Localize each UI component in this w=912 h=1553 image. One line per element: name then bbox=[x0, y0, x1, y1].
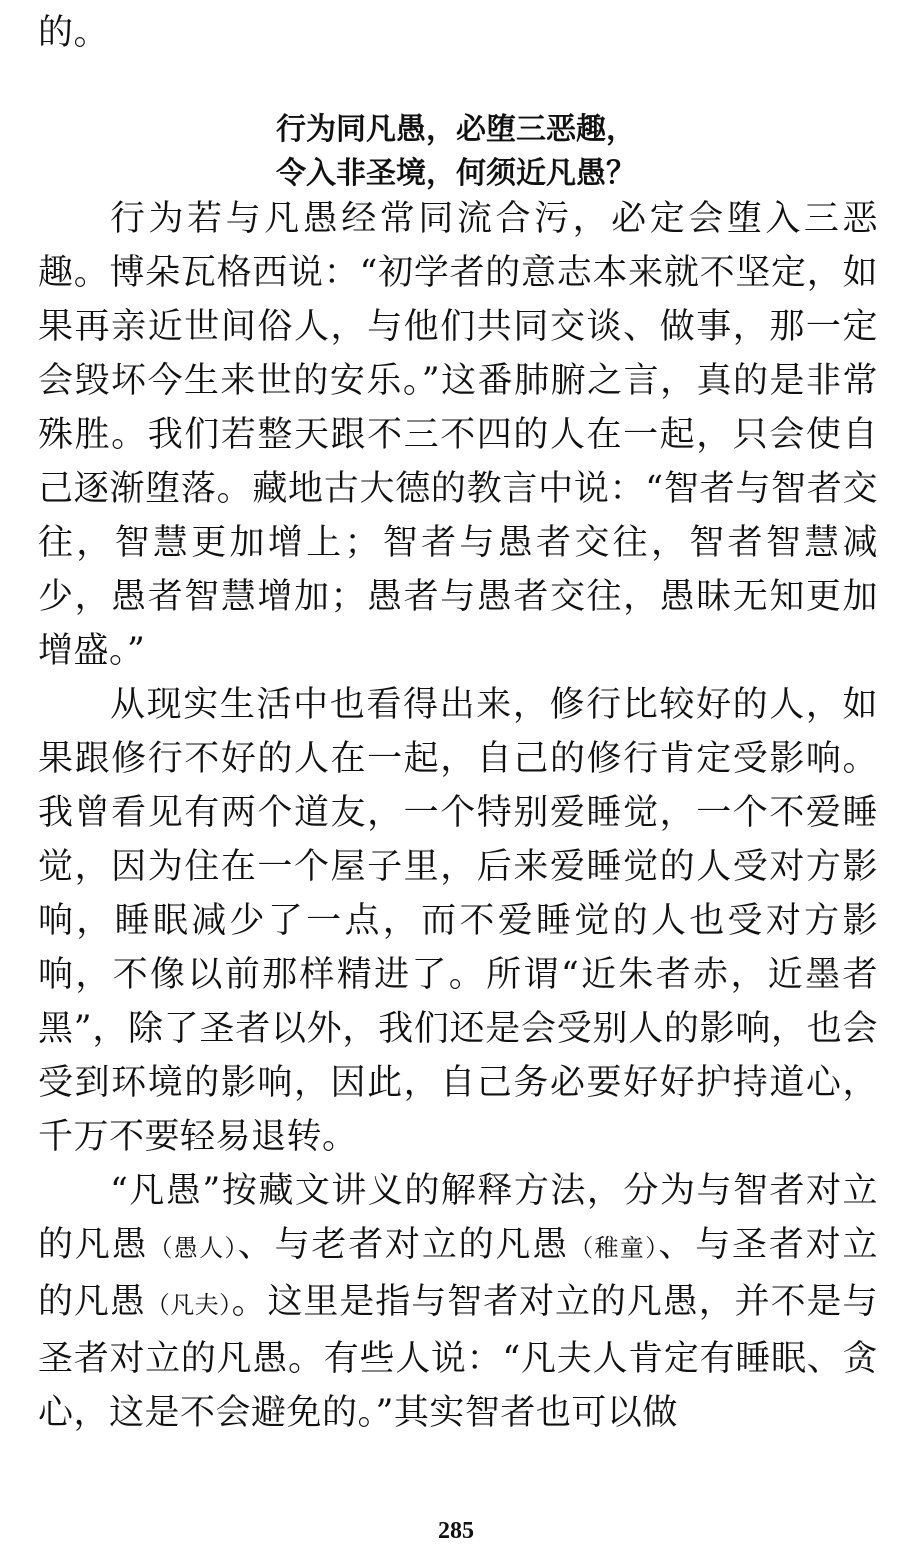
top-fragment: 的。 bbox=[38, 13, 110, 53]
verse-heading-line-1: 行为同凡愚，必堕三恶趣， bbox=[276, 112, 636, 147]
paragraph-part-1: “凡愚”按藏文讲义的解释方法，分为与智者对立的凡愚 bbox=[38, 1171, 878, 1265]
paragraph-part-3: 、与圣者对立的凡愚 bbox=[38, 1225, 878, 1322]
annotation-ordinary-being: （凡夫） bbox=[145, 1291, 232, 1319]
main-text bbox=[38, 192, 878, 1440]
paragraph-part-2: 、与老者对立的凡愚 bbox=[237, 1225, 570, 1265]
paragraph-commentary: 行为若与凡愚经常同流合污，必定会堕入三恶趣。博朵瓦格西说：“初学者的意志本来就不坚定，如果再亲近世间俗人，与他们共同交谈、做事，那一定会毁坏今生来世的安乐。”这番肺腑之言，真的是非常殊胜。我们若整天跟不三不四的人在一起，只会使自己逐渐堕落。藏地古大德的教言中说：“智者与智者交往，智慧更加增上；智者与愚者交往，智者智慧减少，愚者智慧增加；愚者与愚者交往，愚昧无知更加增盛。” bbox=[38, 199, 878, 671]
verse-heading-line-2: 令入非圣境，何须近凡愚？ bbox=[276, 156, 636, 191]
paragraph-part-4: 。这里是指与智者对立的凡愚，并不是与圣者对立的凡愚。有些人说：“凡夫人肯定有睡眠、贪心，这是不会避免的。”其实智者也可以做 bbox=[38, 1282, 878, 1433]
page-number: 285 bbox=[438, 1518, 474, 1544]
top-fragment-block bbox=[38, 6, 878, 60]
paragraph-practice-example: 从现实生活中也看得出来，修行比较好的人，如果跟修行不好的人在一起，自己的修行肯定受影响。我曾看见有两个道友，一个特别爱睡觉，一个不爱睡觉，因为住在一个屋子里，后来爱睡觉的人受对方影响，睡眠减少了一点，而不爱睡觉的人也受对方影响，不像以前那样精进了。所谓“近朱者赤，近墨者黑”，除了圣者以外，我们还是会受别人的影响，也会受到环境的影响，因此，自己务必要好好护持道心，千万不要轻易退转。 bbox=[38, 685, 878, 1157]
annotation-fool: （愚人） bbox=[148, 1234, 238, 1262]
paragraph-fool-definition bbox=[38, 1164, 878, 1440]
annotation-child: （稚童） bbox=[569, 1234, 659, 1262]
